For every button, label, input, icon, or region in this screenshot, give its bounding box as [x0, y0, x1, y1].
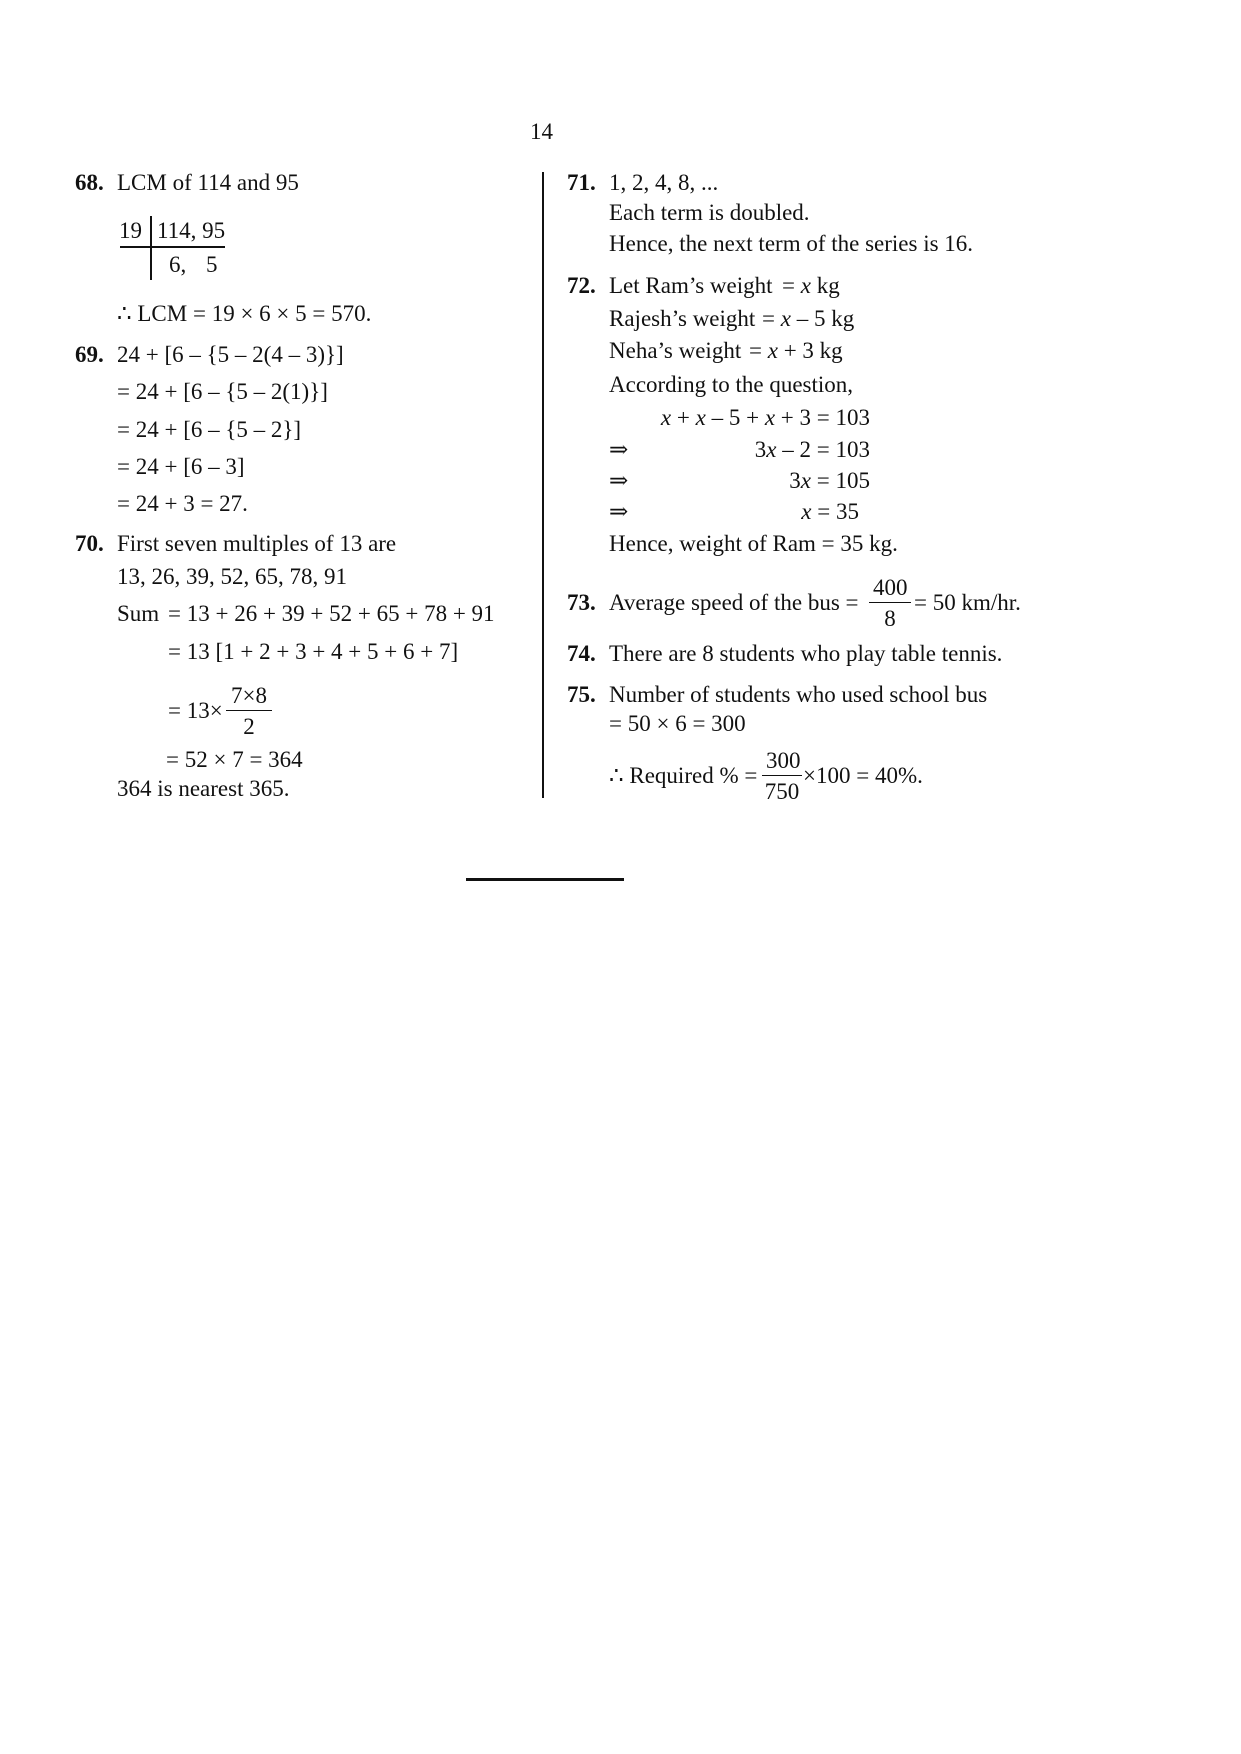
q74-text: There are 8 students who play table tennis. — [609, 641, 1003, 666]
q71-series: 1, 2, 4, 8, ... — [609, 170, 719, 195]
q72-neha-value: = x + 3 kg — [749, 338, 843, 363]
q72-ram-label: Let Ram’s weight — [609, 273, 773, 298]
division-divisor: 19 — [119, 218, 142, 243]
q73-text: Average speed of the bus = — [609, 590, 859, 615]
question-number-70: 70. — [75, 531, 104, 556]
implies-symbol: ⇒ — [609, 499, 629, 524]
q70-fraction-numerator: 7×8 — [231, 683, 267, 708]
q75-fraction-numerator: 300 — [766, 748, 801, 773]
q75-required-suffix: ×100 = 40%. — [803, 763, 923, 788]
q72-according: According to the question, — [609, 372, 854, 397]
q69-line-2: = 24 + [6 – {5 – 2(1)}] — [117, 379, 328, 404]
division-dividend: 114, 95 — [157, 218, 226, 243]
q69-line-4: = 24 + [6 – 3] — [117, 454, 245, 479]
division-quotient-a: 6, — [169, 252, 187, 277]
q70-title: First seven multiples of 13 are — [117, 531, 397, 556]
question-number-72: 72. — [567, 273, 596, 298]
q70-fraction-bar — [226, 710, 272, 711]
section-end-rule — [466, 878, 624, 881]
question-number-74: 74. — [567, 641, 596, 666]
question-number-69: 69. — [75, 342, 104, 367]
q70-fraction — [226, 684, 272, 738]
question-68-title: LCM of 114 and 95 — [117, 170, 299, 195]
q70-step-4: = 52 × 7 = 364 — [166, 747, 303, 772]
q70-sum-label: Sum — [117, 601, 160, 626]
page-number: 14 — [530, 119, 553, 144]
q72-equation-3: 3x = 105 — [789, 468, 870, 493]
q72-neha-label: Neha’s weight — [609, 338, 742, 363]
q70-sum-expression: = 13 + 26 + 39 + 52 + 65 + 78 + 91 — [168, 601, 495, 626]
question-number-68: 68. — [75, 170, 104, 195]
division-vertical-rule — [150, 216, 152, 280]
q72-ram-value: = x kg — [782, 273, 840, 298]
q71-line-2: Each term is doubled. — [609, 200, 810, 225]
q69-line-5: = 24 + 3 = 27. — [117, 491, 248, 516]
q70-fraction-denominator: 2 — [243, 714, 255, 739]
q70-step-3-prefix: = 13× — [168, 698, 223, 723]
q75-fraction-denominator: 750 — [764, 779, 800, 804]
question-number-71: 71. — [567, 170, 596, 195]
q75-fraction-bar — [762, 775, 802, 776]
column-divider — [542, 172, 544, 798]
q73-fraction-numerator: 400 — [873, 575, 908, 600]
q72-rajesh-label: Rajesh’s weight — [609, 306, 756, 331]
division-quotient-b: 5 — [206, 252, 218, 277]
q70-step-2: = 13 [1 + 2 + 3 + 4 + 5 + 6 + 7] — [168, 639, 459, 664]
lcm-result: ∴ LCM = 19 × 6 × 5 = 570. — [117, 301, 372, 326]
q69-line-1: 24 + [6 – {5 – 2(4 – 3)}] — [117, 342, 344, 367]
q70-multiples-list: 13, 26, 39, 52, 65, 78, 91 — [117, 564, 347, 589]
question-number-73: 73. — [567, 590, 596, 615]
q72-rajesh-value: = x – 5 kg — [762, 306, 855, 331]
q71-line-3: Hence, the next term of the series is 16. — [609, 231, 974, 256]
q72-conclusion: Hence, weight of Ram = 35 kg. — [609, 531, 898, 556]
implies-symbol: ⇒ — [609, 437, 629, 462]
division-horizontal-rule — [120, 246, 225, 248]
q73-fraction-bar — [869, 602, 911, 603]
question-number-75: 75. — [567, 682, 596, 707]
q75-calc: = 50 × 6 = 300 — [609, 711, 746, 736]
q73-fraction — [869, 576, 911, 630]
q73-fraction-denominator: 8 — [884, 606, 896, 631]
q73-result: = 50 km/hr. — [914, 590, 1021, 615]
q75-required-prefix: ∴ Required % = — [609, 763, 758, 788]
q72-equation-1: x + x – 5 + x + 3 = 103 — [660, 405, 870, 430]
q72-equation-2: 3x – 2 = 103 — [754, 437, 870, 462]
q75-fraction — [762, 749, 802, 803]
q75-text: Number of students who used school bus — [609, 682, 988, 707]
implies-symbol: ⇒ — [609, 468, 629, 493]
q69-line-3: = 24 + [6 – {5 – 2}] — [117, 417, 302, 442]
q72-equation-4: x = 35 — [801, 499, 859, 524]
q70-conclusion: 364 is nearest 365. — [117, 776, 290, 801]
